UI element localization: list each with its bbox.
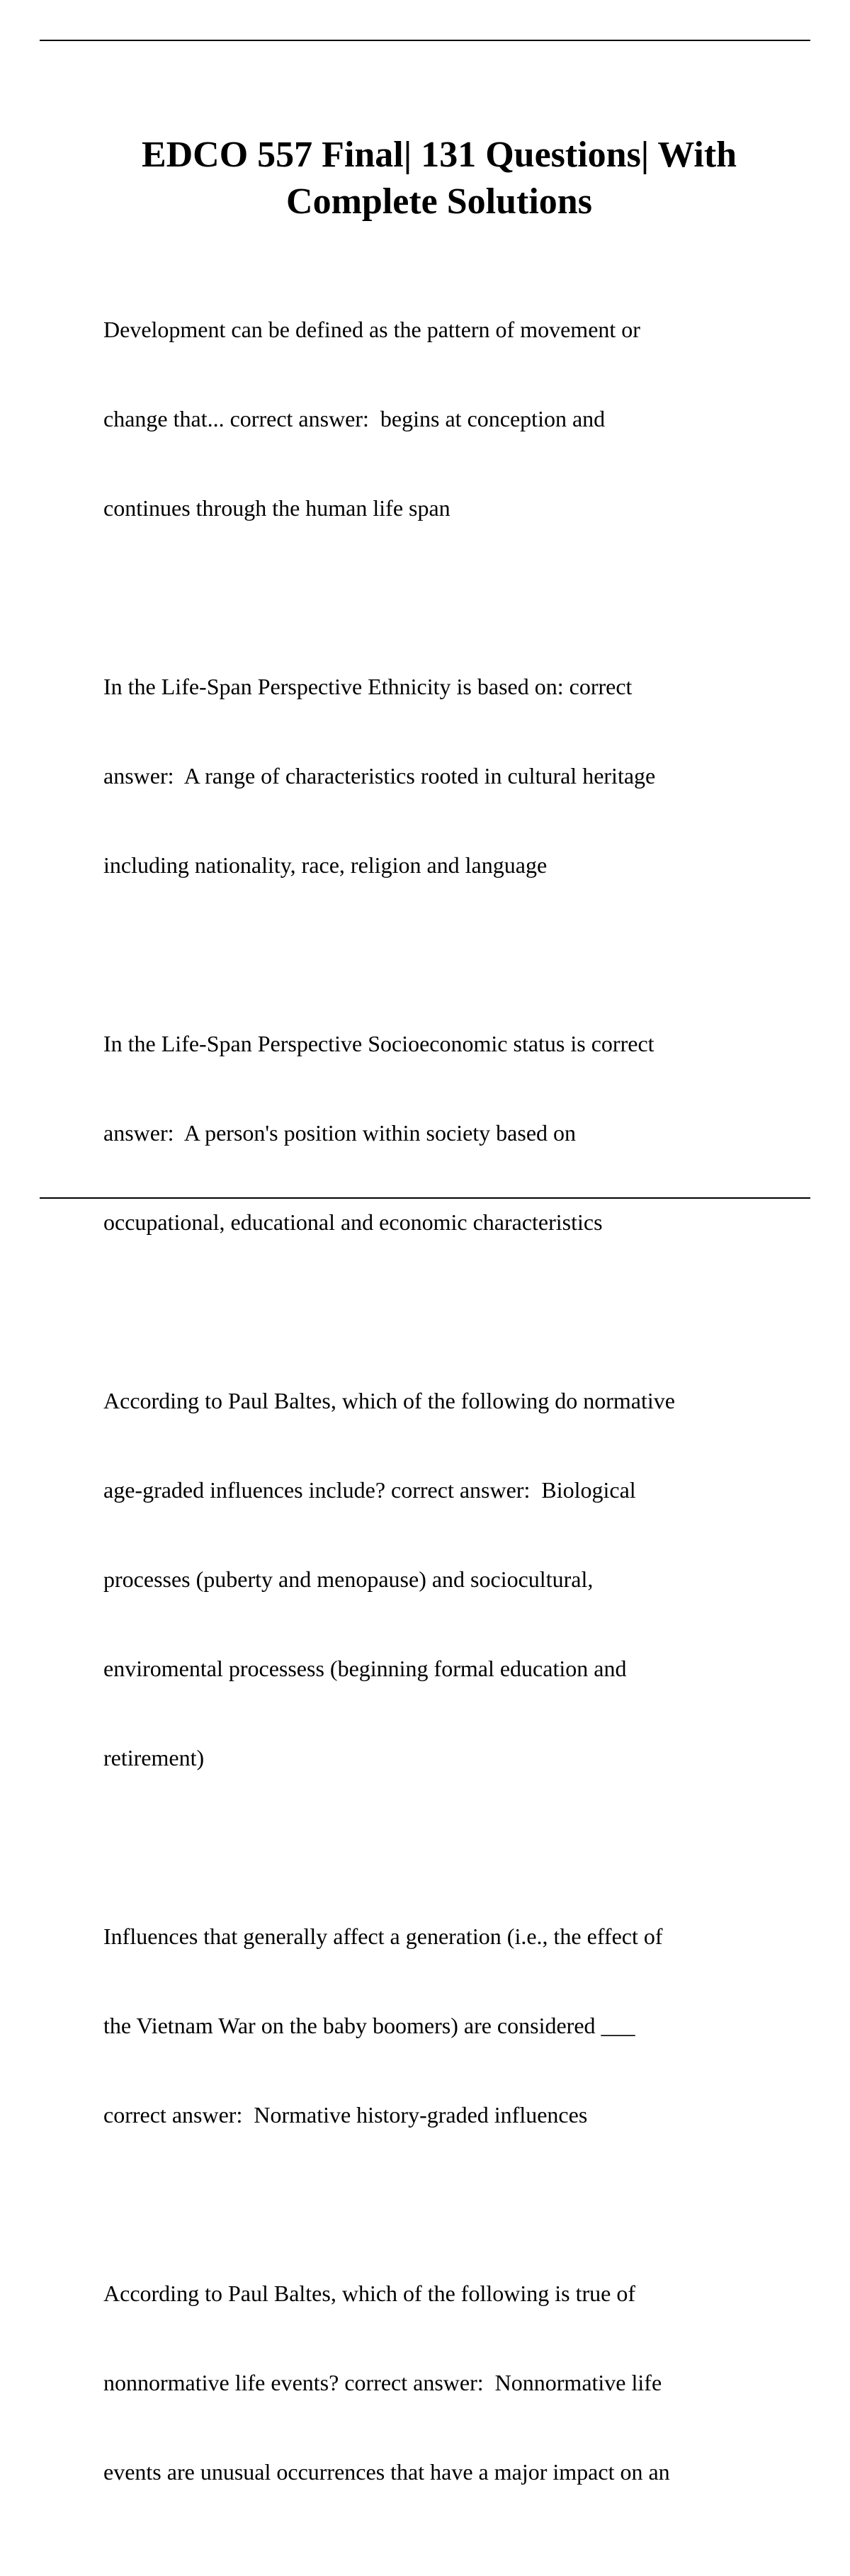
entry-line: including nationality, race, religion and language xyxy=(103,852,548,878)
question-entry xyxy=(103,255,812,582)
entry-line: answer: A person's position within society based on xyxy=(103,1120,577,1146)
entry-line: correct answer: Normative history-graded influences xyxy=(103,2102,588,2128)
entry-line: In the Life-Span Perspective Ethnicity is based on: correct xyxy=(103,674,633,699)
entry-line: Influences that generally affect a generation (i.e., the effect of xyxy=(103,1923,663,1949)
entry-line: age-graded influences include? correct answer: Biological xyxy=(103,1477,636,1503)
question-entry xyxy=(103,612,812,939)
entry-line: continues through the human life span xyxy=(103,495,450,521)
question-entry xyxy=(103,969,812,1297)
question-list xyxy=(103,255,812,2576)
title-line: EDCO 557 Final| 131 Questions| With xyxy=(141,135,737,175)
entry-line: enviromental processess (beginning formal education and xyxy=(103,1656,627,1681)
entry-line: events are unusual occurrences that have a major impact on an xyxy=(103,2459,670,2485)
entry-line: According to Paul Baltes, which of the following is true of xyxy=(103,2281,635,2306)
entry-line: Development can be defined as the pattern of movement or xyxy=(103,317,640,342)
entry-line: occupational, educational and economic characteristics xyxy=(103,1209,603,1235)
entry-line: answer: A range of characteristics rooted in cultural heritage xyxy=(103,763,656,789)
question-entry xyxy=(103,2219,812,2546)
entry-line: nonnormative life events? correct answer: Nonnormative life xyxy=(103,2370,662,2395)
entry-line: the Vietnam War on the baby boomers) are considered ___ xyxy=(103,2013,635,2038)
entry-line: processes (puberty and menopause) and sociocultural, xyxy=(103,1566,594,1592)
entry-line: change that... correct answer: begins at conception and xyxy=(103,406,606,431)
question-entry xyxy=(103,1326,812,1832)
document-title xyxy=(71,132,808,225)
top-divider xyxy=(40,40,810,41)
title-line: Complete Solutions xyxy=(286,181,592,222)
question-entry xyxy=(103,1862,812,2189)
bottom-divider xyxy=(40,1197,810,1199)
entry-line: retirement) xyxy=(103,1745,205,1770)
entry-line: According to Paul Baltes, which of the following do normative xyxy=(103,1388,675,1413)
entry-line: In the Life-Span Perspective Socioeconomic status is correct xyxy=(103,1031,654,1056)
